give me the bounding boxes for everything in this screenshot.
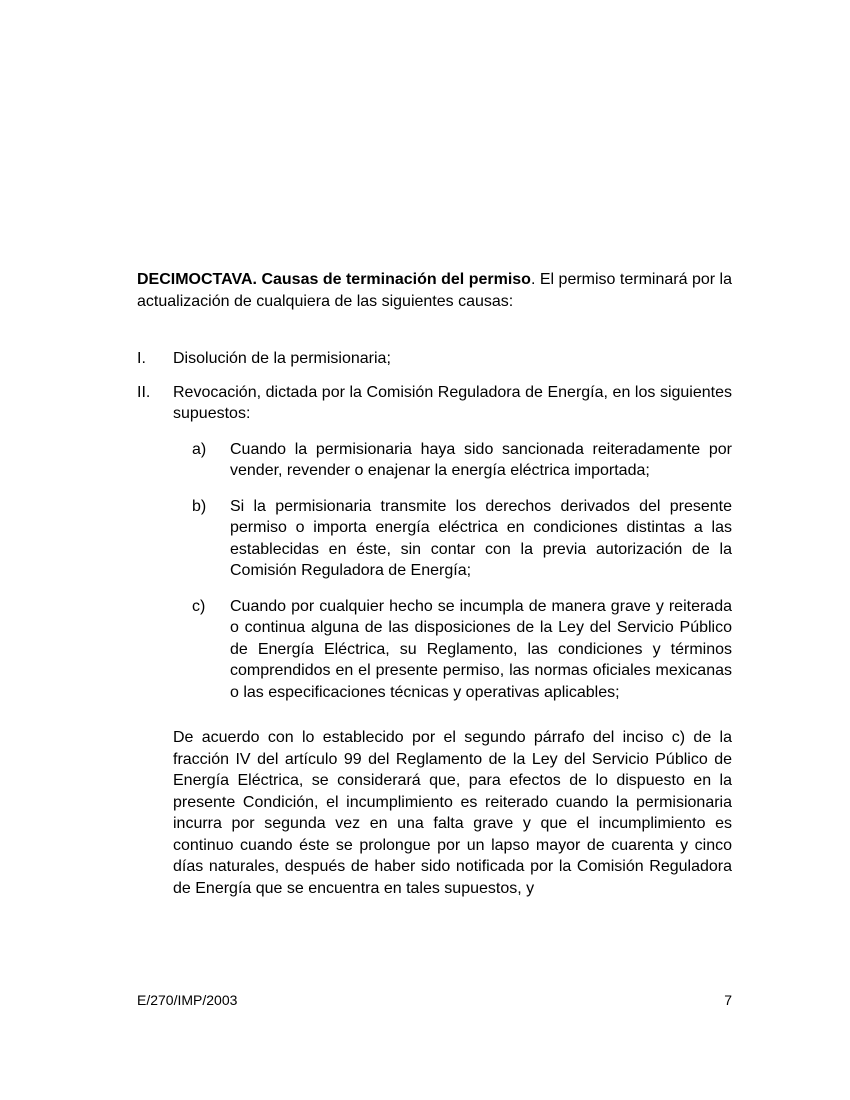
clause-heading-rest: . El permiso terminará por la actualización de cualquiera de las siguientes causas:	[137, 271, 733, 310]
page-footer	[137, 991, 732, 1009]
sublist-item-a	[192, 439, 732, 482]
sublist-item-c-text: Cuando por cualquier hecho se incumpla de manera grave y reiterada o continua alguna de las disposiciones de la Ley del Servicio Público de Energía Eléctrica, su Reglamento, las condiciones y términos comprendidos en el presente permiso, las normas oficiales mexicanas o las especificaciones técnicas y operativas aplicables;	[230, 597, 732, 701]
sublist-item-b	[192, 496, 732, 582]
sublist-marker-b: b)	[192, 497, 207, 515]
footer-page-number: 7	[724, 992, 732, 1008]
footer-document-id: E/270/IMP/2003	[137, 992, 238, 1008]
sublist-item-b-text: Si la permisionaria transmite los derechos derivados del presente permiso o importa energía eléctrica en condiciones distintas a las establecidas en éste, sin contar con la previa autorización de la Comisión Reguladora de Energía;	[230, 497, 732, 579]
clause-heading-bold: DECIMOCTAVA. Causas de terminación del permiso	[137, 271, 531, 288]
list-marker-roman-i: I.	[137, 350, 146, 367]
sublist-item-c	[192, 596, 732, 704]
list-item-2	[137, 382, 732, 704]
list-item-1	[137, 348, 732, 370]
sublist-marker-a: a)	[192, 440, 207, 458]
clause-heading	[137, 269, 732, 312]
closing-paragraph: De acuerdo con lo establecido por el segundo párrafo del inciso c) de la fracción IV del artículo 99 del Reglamento de la Ley del Servicio Público de Energía Eléctrica, se considerará que, para efectos de lo dispuesto en la presente Condición, el incumplimiento es reiterado cuando la permisionaria incurra por segunda vez en una falta grave y que el incumplimiento es continuo cuando éste se prolongue por un lapso mayor de cuarenta y cinco días naturales, después de haber sido notificada por la Comisión Reguladora de Energía que se encuentra en tales supuestos, y	[173, 729, 732, 897]
sublist-item-a-text: Cuando la permisionaria haya sido sancionada reiteradamente por vender, revender o enajenar la energía eléctrica importada;	[230, 440, 732, 479]
document-content	[137, 269, 732, 899]
list-item-2-body	[173, 382, 732, 704]
sublist-marker-c: c)	[192, 597, 206, 615]
list-item-1-text: Disolución de la permisionaria;	[173, 350, 391, 367]
list-marker-roman-ii: II.	[137, 383, 151, 401]
list-item-2-text: Revocación, dictada por la Comisión Reguladora de Energía, en los siguientes supuestos:	[173, 383, 732, 422]
